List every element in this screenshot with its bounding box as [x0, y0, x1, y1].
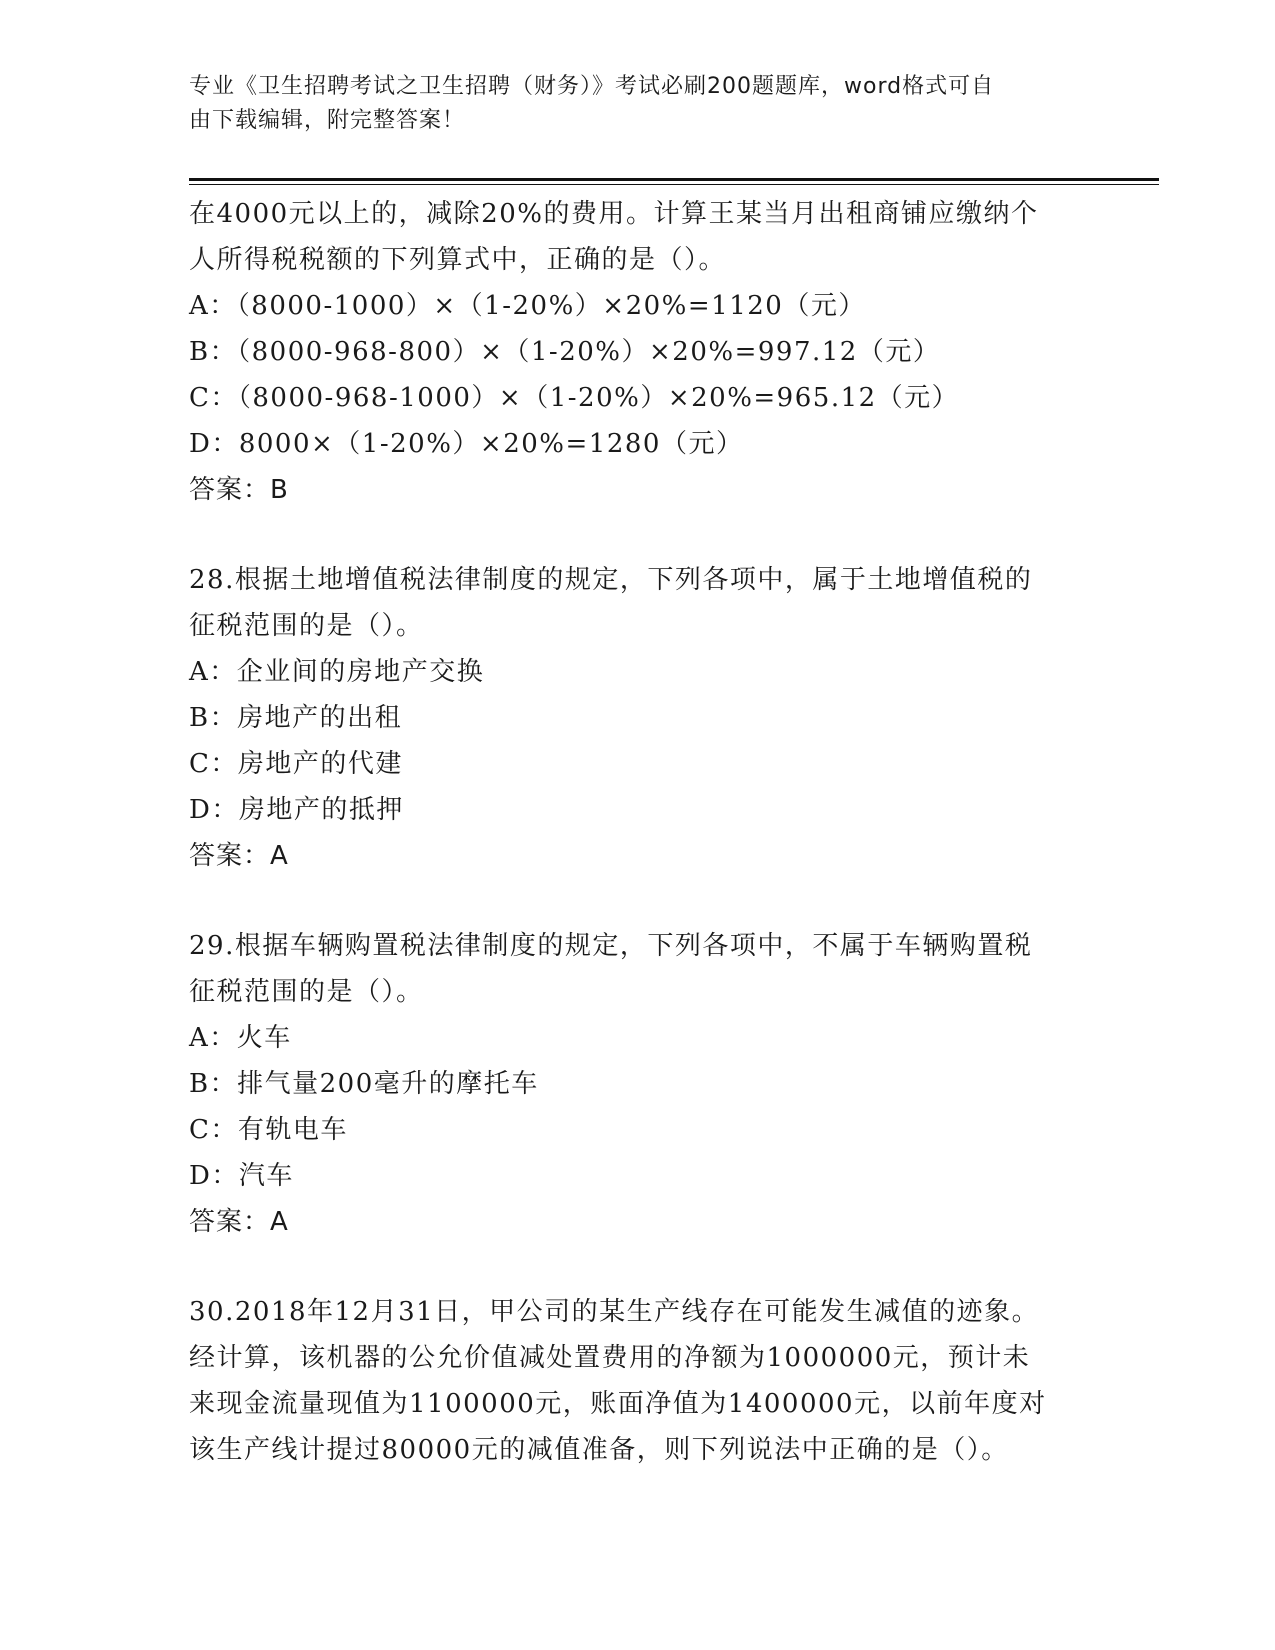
header-rule-thick — [189, 178, 1159, 181]
question-stem-line: 来现金流量现值为1100000元，账面净值为1400000元，以前年度对 — [189, 1389, 1047, 1419]
option-d: D：房地产的抵押 — [189, 795, 404, 825]
header-line-2: 由下载编辑，附完整答案！ — [189, 108, 466, 133]
question-stem-line: 在4000元以上的，减除20%的费用。计算王某当月出租商铺应缴纳个 — [189, 199, 1039, 229]
option-c: C：房地产的代建 — [189, 749, 403, 779]
answer-line: 答案：A — [189, 841, 289, 871]
question-stem-line: 该生产线计提过80000元的减值准备，则下列说法中正确的是（）。 — [189, 1435, 1009, 1465]
question-list — [189, 191, 1089, 1473]
option-a: A：企业间的房地产交换 — [189, 657, 485, 687]
option-c: C：（8000-968-1000）×（1-20%）×20%=965.12（元） — [189, 383, 960, 413]
header-rule-thin — [189, 184, 1159, 185]
option-a: A：（8000-1000）×（1-20%）×20%=1120（元） — [189, 291, 866, 321]
question-30 — [189, 1289, 1089, 1473]
option-d: D：汽车 — [189, 1161, 294, 1191]
option-d: D：8000×（1-20%）×20%=1280（元） — [189, 429, 744, 459]
answer-line: 答案：A — [189, 1207, 289, 1237]
option-b: B：排气量200毫升的摩托车 — [189, 1069, 539, 1099]
question-stem-line: 30.2018年12月31日，甲公司的某生产线存在可能发生减值的迹象。 — [189, 1297, 1040, 1327]
question-stem-line: 29.根据车辆购置税法律制度的规定，下列各项中，不属于车辆购置税 — [189, 931, 1033, 961]
option-b: B：（8000-968-800）×（1-20%）×20%=997.12（元） — [189, 337, 941, 367]
option-c: C：有轨电车 — [189, 1115, 348, 1145]
question-29 — [189, 923, 1089, 1245]
question-stem-line: 征税范围的是（）。 — [189, 977, 424, 1007]
header-line-1: 专业《卫生招聘考试之卫生招聘（财务）》考试必刷200题题库，word格式可自 — [189, 74, 995, 99]
question-28 — [189, 557, 1089, 879]
question-stem-line: 人所得税税额的下列算式中，正确的是（）。 — [189, 245, 727, 275]
question-stem-line: 经计算，该机器的公允价值减处置费用的净额为1000000元，预计未 — [189, 1343, 1031, 1373]
option-a: A：火车 — [189, 1023, 292, 1053]
answer-line: 答案：B — [189, 475, 289, 505]
option-b: B：房地产的出租 — [189, 703, 403, 733]
question-stem-line: 征税范围的是（）。 — [189, 611, 424, 641]
document-header — [189, 70, 1069, 138]
question-27 — [189, 191, 1089, 513]
question-stem-line: 28.根据土地增值税法律制度的规定，下列各项中，属于土地增值税的 — [189, 565, 1033, 595]
